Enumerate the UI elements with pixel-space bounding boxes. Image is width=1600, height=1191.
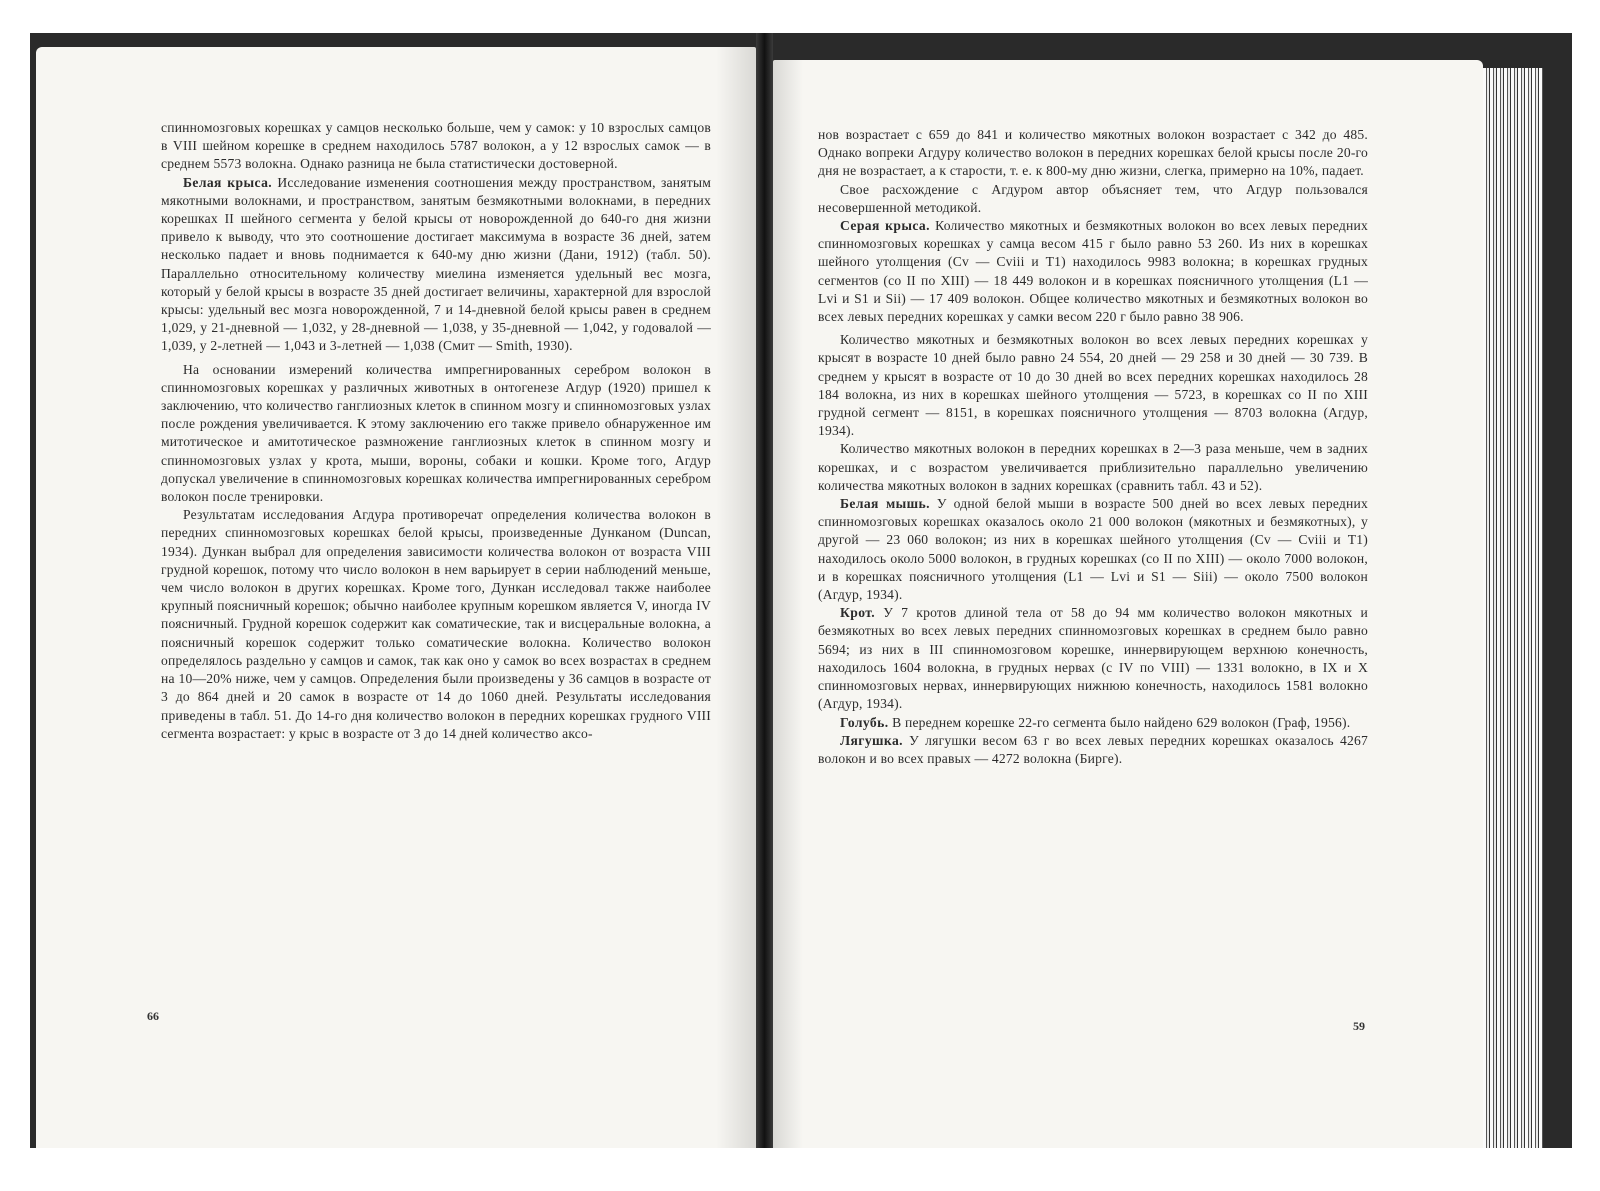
paragraph-text: У 7 кротов длиной тела от 58 до 94 мм количество волокон мякотных и безмякотных во всех левых передних спинномозговых корешках в среднем было равно 5694; из них в III спинномозговом корешке, иннервирующем верхнюю конечность, находилось 1604 волокна, в грудных нервах (с IV по VIII) — 1331 волокно, в IX и X спинномозговых нервах, иннервирующих нижнюю конечность, находилось 1581 волокно (Агдур, 1934). [818,605,1368,712]
paragraph-text: У одной белой мыши в возрасте 500 дней во всех левых передних спинномозговых корешках оказалось около 21 000 волокон (мякотных и безмякотных), у другой — 23 060 волокон; из них в корешках шейного утолщения (Cv — Cviii и T1) находилось около 5000 волокон, в грудных корешках (со II по XIII) — около 7000 волокон, и в корешках поясничного утолщения (L1 — Lvi и S1 — Siii) — около 7500 волокон (Агдур, 1934). [818,496,1368,603]
paragraph: Количество мякотных и безмякотных волокон во всех левых передних корешках у крысят в возрасте 10 дней было равно 24 554, 20 дней — 29 258 и 30 дней — 30 739. В среднем у крысят в возрасте от 10 до 30 дней во всех передних корешках находилось 28 184 волокна, из них в корешках шейного утолщения — 5723, в корешках со II по XIII грудной сегмент — 8151, в корешках поясничного утолщения — 8703 волокна (Агдур, 1934). [818,332,1368,439]
section-lead: Голубь. [840,714,889,730]
page-number: 59 [1353,1019,1365,1033]
paragraph-text: Количество мякотных и безмякотных волокон во всех левых передних спинномозговых корешках у самца весом 415 г было равно 53 260. Из них в корешках шейного утолщения (Cv — Cviii и T1) находилось 9983 волокна; в корешках грудных сегментов (со II по XIII) — 18 449 волокон и в корешках поясничного утолщения (L1 — Lvi и S1 и Sii) — 17 409 волокон. Общее количество мякотных и безмякотных волокон во всех левых передних корешках у самки весом 220 г было равно 38 906. [818,218,1368,325]
paragraph: Количество мякотных волокон в передних корешках в 2—3 раза меньше, чем в задних корешках, и с возрастом увеличивается приблизительно параллельно увеличению количества мякотных волокон в задних корешках (сравнить табл. 43 и 52). [818,441,1368,493]
paragraph-white-rat [161,174,711,356]
left-page [36,47,756,1148]
paragraph-mole [818,604,1368,713]
left-page-text [161,119,711,743]
right-page [773,60,1483,1148]
paragraph-text: У лягушки весом 63 г во всех левых передних корешках оказалось 4267 волокон и во всех правых — 4272 волокна (Бирге). [818,732,1368,766]
paragraph: Результатам исследования Агдура противоречат определения количества волокон в передних спинномозговых корешках белой крысы, произведенные Дунканом (Duncan, 1934). Дункан выбрал для определения зависимости количества волокон от возраста VIII грудной корешок, потому что число волокон в нем варьирует в серии наблюдений меньше, чем число волокон в других корешках. Кроме того, Дункан исследовал также наиболее крупный поясничный корешок; обычно наиболее крупным корешком является V, иногда IV поясничный. Грудной корешок содержит как соматические, так и висцеральные волокна, а поясничный корешок содержит только соматические волокна. Количество волокон определялось раздельно у самцов и самок, так как оно у самок во всех возрастах в среднем на 10—20% ниже, чем у самцов. Определения были произведены у 36 самцов в возрасте от 3 до 864 дней и 20 самок в возрасте от 14 до 1060 дней. Результаты исследования приведены в табл. 51. До 14-го дня количество волокон в передних корешках грудного VIII сегмента возрастает: у крыс в возрасте от 3 до 14 дней количество аксо- [161,507,711,741]
paragraph-grey-rat [818,217,1368,326]
paragraph: На основании измерений количества импрегнированных серебром волокон в спинномозговых корешках у различных животных в онтогенезе Агдур (1920) пришел к заключению, что количество ганглиозных клеток в спинном мозгу и спинномозговых узлах после рождения увеличивается. К этому заключению его также привело обнаруженное им митотическое и амитотическое размножение ганглиозных клеток в спинном мозгу и спинномозговых узлах у крота, мыши, вороны, собаки и кошки. Кроме того, Агдур допускал увеличение в спинномозговых корешках количества импрегнированных серебром волокон после тренировки. [161,361,711,505]
page-edges [1483,68,1543,1148]
book-gutter [756,33,773,1148]
section-lead: Крот. [840,605,876,621]
section-lead: Лягушка. [840,732,903,748]
right-page-text [818,126,1368,768]
paragraph-pigeon [818,714,1368,732]
paragraph: Свое расхождение с Агдуром автор объясняет тем, что Агдур пользовался несовершенной методикой. [818,181,1368,215]
paragraph-text: В переднем корешке 22-го сегмента было найдено 629 волокон (Граф, 1956). [888,714,1351,730]
paragraph-white-mouse [818,495,1368,604]
paragraph: нов возрастает с 659 до 841 и количество мякотных волокон возрастает с 342 до 485. Однако вопреки Агдуру количество волокон в передних корешках белой крысы после 20-го дня не возрастает, а к старости, т. е. к 800-му дню жизни, слегка, примерно на 10%, падает. [818,127,1368,179]
section-lead: Серая крыса. [840,218,930,234]
paragraph-text: Исследование изменения соотношения между пространством, занятым мякотными волокнами, и пространством, занятым безмякотными волокнами, в передних корешках II шейного сегмента у белой крысы от новорожденной до 640-го дня жизни привело к выводу, что это соотношение достигает максимума в возрасте 36 дней, затем несколько падает и вновь поднимается к 640-му дню жизни (Дани, 1912) (табл. 50). Параллельно относительному количеству миелина изменяется удельный вес мозга, который у белой крысы в возрасте 35 дней достигает величины, характерной для взрослой крысы: удельный вес мозга новорожденной, 7 и 14-дневной белой крысы равен в среднем 1,029, у 21-дневной — 1,032, у 28-дневной — 1,038, у 35-дневной — 1,042, у годовалой — 1,039, у 2-летней — 1,043 и 3-летней — 1,038 (Смит — Smith, 1930). [161,174,711,354]
section-lead: Белая мышь. [840,496,930,512]
section-lead: Белая крыса. [183,174,273,190]
paragraph: спинномозговых корешках у самцов несколько больше, чем у самок: у 10 взрослых самцов в VIII шейном корешке в среднем находилось 5787 волокон, а у 12 взрослых самок — в среднем 5573 волокна. Однако разница не была статистически достоверной. [161,120,711,172]
page-number: 66 [147,1009,159,1023]
paragraph-frog [818,732,1368,768]
